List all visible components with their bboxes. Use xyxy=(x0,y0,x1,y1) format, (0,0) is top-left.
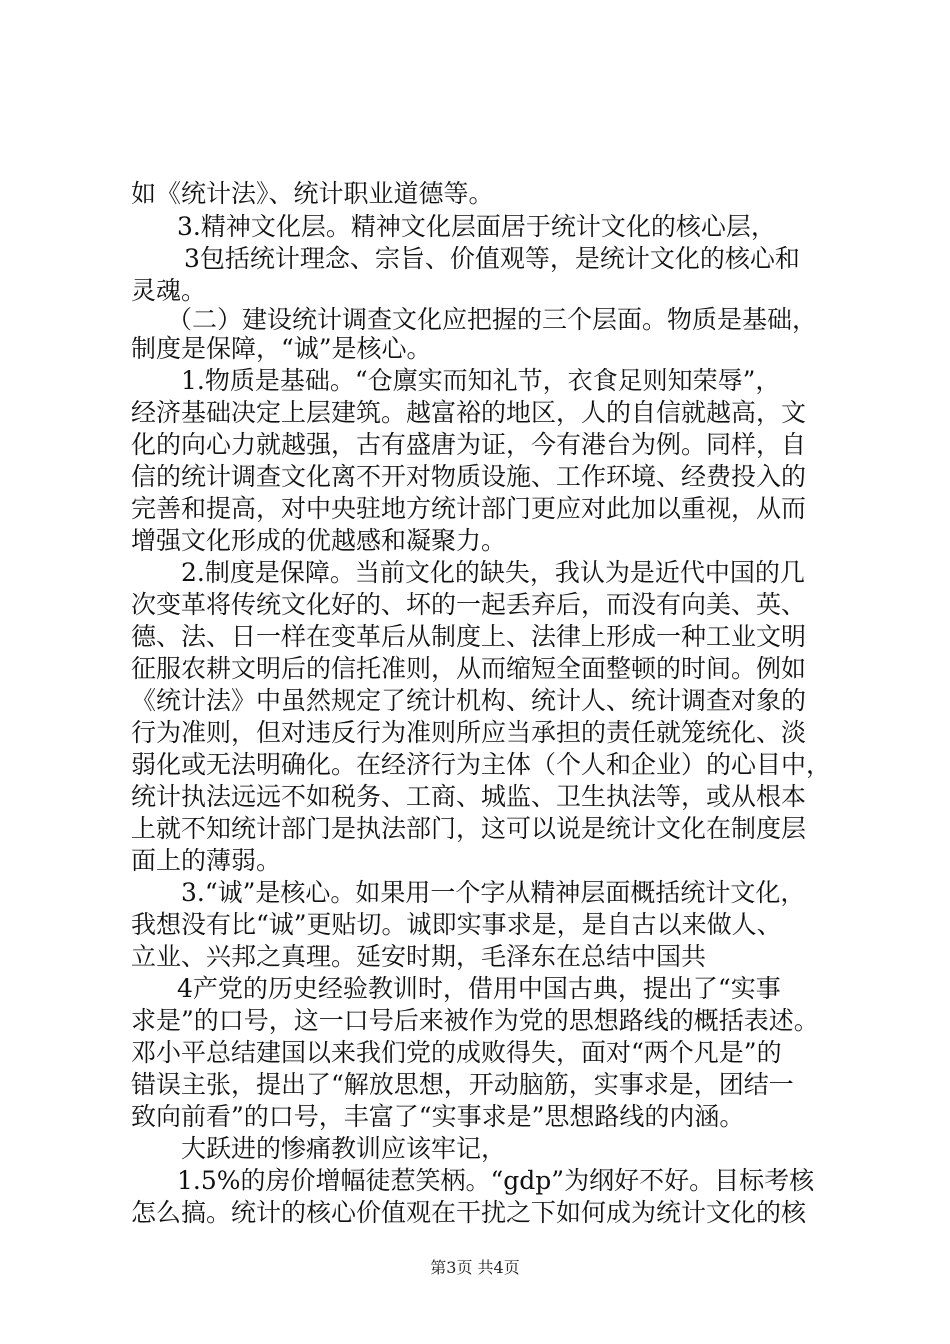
text-line: 邓小平总结建国以来我们党的成败得失，面对“两个凡是”的 xyxy=(131,1038,782,1067)
text-line: 完善和提高，对中央驻地方统计部门更应对此加以重视，从而 xyxy=(131,494,807,523)
text-line: 1.物质是基础。“仓廪实而知礼节，衣食足则知荣辱”， xyxy=(181,366,781,395)
text-line: 3.精神文化层。精神文化层面居于统计文化的核心层， xyxy=(177,212,776,241)
text-line: 错误主张，提出了“解放思想，开动脑筋，实事求是，团结一 xyxy=(131,1070,794,1099)
text-line: 4产党的历史经验教训时，借用中国古典，提出了“实事 xyxy=(177,974,781,1003)
text-line: 次变革将传统文化好的、坏的一起丢弃后，而没有向美、英、 xyxy=(131,590,807,619)
text-line: 我想没有比“诚”更贴切。诚即实事求是，是自古以来做人、 xyxy=(131,910,782,939)
text-line: 求是”的口号，这一口号后来被作为党的思想路线的概括表述。 xyxy=(131,1006,819,1035)
text-line: 统计执法远远不如税务、工商、城监、卫生执法等，或从根本 xyxy=(131,782,807,811)
text-line: 行为准则，但对违反行为准则所应当承担的责任就笼统化、淡 xyxy=(131,718,807,747)
text-line: 增强文化形成的优越感和凝聚力。 xyxy=(131,526,507,555)
text-line: 1.5%的房价增幅徒惹笑柄。“gdp”为纲好不好。目标考核 xyxy=(177,1166,815,1195)
text-line: （二）建设统计调查文化应把握的三个层面。物质是基础， xyxy=(167,305,818,334)
page-number-footer: 第3页 共4页 xyxy=(430,1258,520,1277)
text-line: 德、法、日一样在变革后从制度上、法律上形成一种工业文明 xyxy=(131,622,807,651)
text-line: 信的统计调查文化离不开对物质设施、工作环境、经费投入的 xyxy=(131,462,807,491)
text-line: 立业、兴邦之真理。延安时期，毛泽东在总结中国共 xyxy=(131,942,707,971)
text-line: 致向前看”的口号，丰富了“实事求是”思想路线的内涵。 xyxy=(131,1102,745,1131)
text-line: 弱化或无法明确化。在经济行为主体（个人和企业）的心目中， xyxy=(131,750,832,779)
text-line: 征服农耕文明后的信托准则，从而缩短全面整顿的时间。例如 xyxy=(131,654,807,683)
text-line: 3.“诚”是核心。如果用一个字从精神层面概括统计文化， xyxy=(181,878,806,907)
text-line: 2.制度是保障。当前文化的缺失，我认为是近代中国的几 xyxy=(181,558,805,587)
text-line: 经济基础决定上层建筑。越富裕的地区，人的自信就越高，文 xyxy=(131,398,807,427)
text-line: 上就不知统计部门是执法部门，这可以说是统计文化在制度层 xyxy=(131,814,807,843)
text-line: 面上的薄弱。 xyxy=(131,846,282,875)
text-line: 怎么搞。统计的核心价值观在干扰之下如何成为统计文化的核 xyxy=(131,1198,807,1227)
text-line: 大跃进的惨痛教训应该牢记， xyxy=(181,1134,507,1163)
text-line: 化的向心力就越强，古有盛唐为证，今有港台为例。同样，自 xyxy=(131,430,807,459)
text-line: 《统计法》中虽然规定了统计机构、统计人、统计调查对象的 xyxy=(131,686,807,715)
text-line: 如《统计法》、统计职业道德等。 xyxy=(131,179,494,208)
text-line: 灵魂。 xyxy=(131,276,207,305)
text-line: 3包括统计理念、宗旨、价值观等，是统计文化的核心和 xyxy=(184,244,800,273)
text-line: 制度是保障，“诚”是核心。 xyxy=(131,334,432,363)
